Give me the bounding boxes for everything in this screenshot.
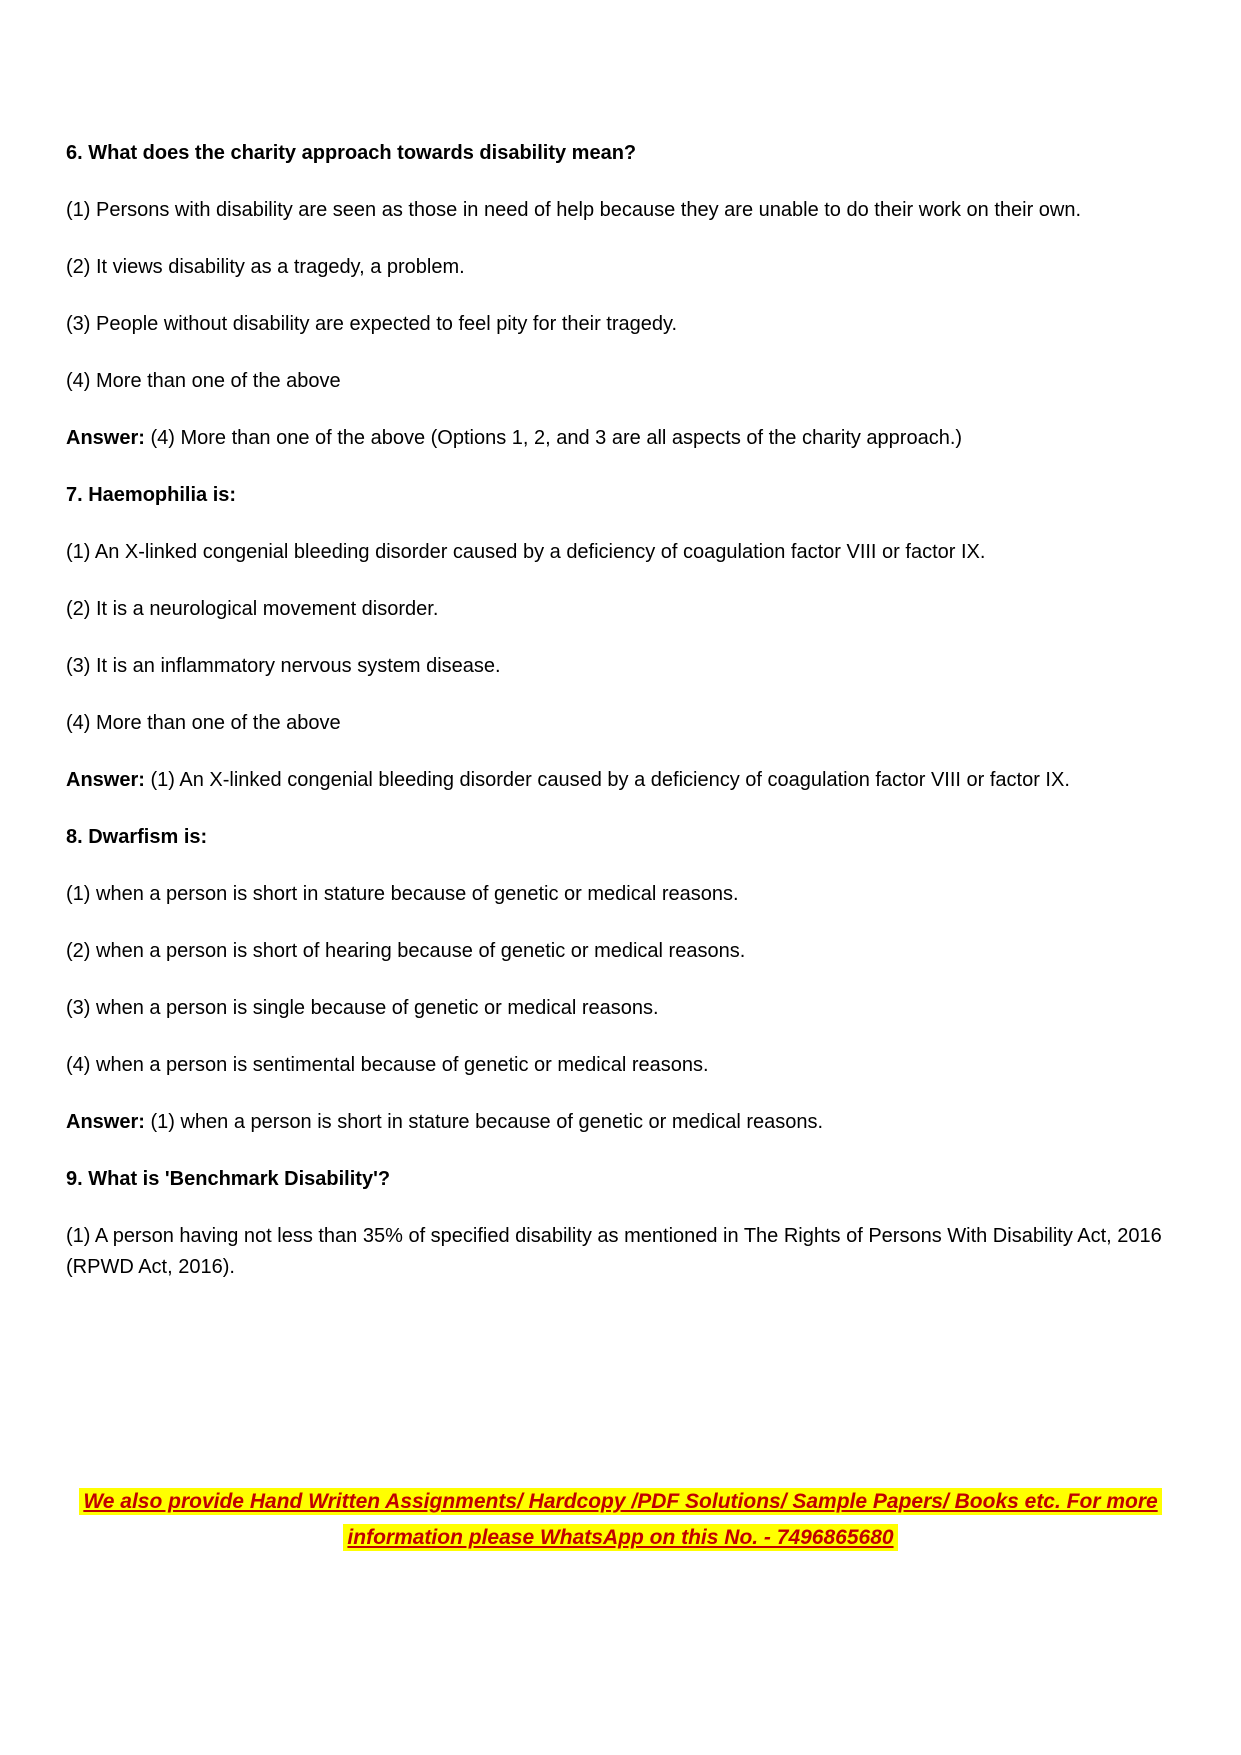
answer-text: (4) More than one of the above (Options 1, 2, and 3 are all aspects of the charity approach.) [150, 427, 963, 449]
question-option: (4) More than one of the above [66, 712, 341, 734]
answer-text: (1) An X-linked congenial bleeding disorder caused by a deficiency of coagulation factor VIII or factor IX. [150, 769, 1070, 791]
answer-label: Answer: [66, 1111, 145, 1133]
question-option: (2) It views disability as a tragedy, a problem. [66, 256, 465, 278]
question-option: (1) An X-linked congenial bleeding disorder caused by a deficiency of coagulation factor VIII or factor IX. [66, 541, 986, 563]
answer-paragraph [66, 423, 1175, 454]
question-title: 9. What is 'Benchmark Disability'? [66, 1168, 391, 1190]
question-8 [66, 822, 1175, 1138]
question-option: (1) Persons with disability are seen as those in need of help because they are unable to do their work on their own. [66, 199, 1082, 221]
answer-text: (1) when a person is short in stature because of genetic or medical reasons. [150, 1111, 824, 1133]
question-option: (1) A person having not less than 35% of specified disability as mentioned in The Rights of Persons With Disability Act, 2016 (RPWD Act, 2016). [66, 1225, 1162, 1278]
footer-banner [66, 1484, 1175, 1556]
question-option: (2) It is a neurological movement disorder. [66, 598, 439, 620]
question-option: (4) when a person is sentimental because of genetic or medical reasons. [66, 1054, 709, 1076]
question-option: (3) People without disability are expected to feel pity for their tragedy. [66, 313, 678, 335]
question-option: (2) when a person is short of hearing because of genetic or medical reasons. [66, 940, 746, 962]
answer-paragraph [66, 765, 1175, 796]
answer-label: Answer: [66, 769, 145, 791]
answer-label: Answer: [66, 427, 145, 449]
question-option: (4) More than one of the above [66, 370, 341, 392]
question-title: 6. What does the charity approach towards disability mean? [66, 142, 637, 164]
question-7 [66, 480, 1175, 796]
question-title: 7. Haemophilia is: [66, 484, 237, 506]
footer-promo-text: We also provide Hand Written Assignments/ Hardcopy /PDF Solutions/ Sample Papers/ Books etc. For more information please WhatsApp on this No. - 7496865680 [79, 1488, 1161, 1551]
answer-paragraph [66, 1107, 1175, 1138]
question-9 [66, 1164, 1175, 1283]
question-option: (1) when a person is short in stature because of genetic or medical reasons. [66, 883, 739, 905]
question-title: 8. Dwarfism is: [66, 826, 208, 848]
question-option: (3) It is an inflammatory nervous system disease. [66, 655, 501, 677]
question-option: (3) when a person is single because of genetic or medical reasons. [66, 997, 659, 1019]
question-6 [66, 138, 1175, 454]
